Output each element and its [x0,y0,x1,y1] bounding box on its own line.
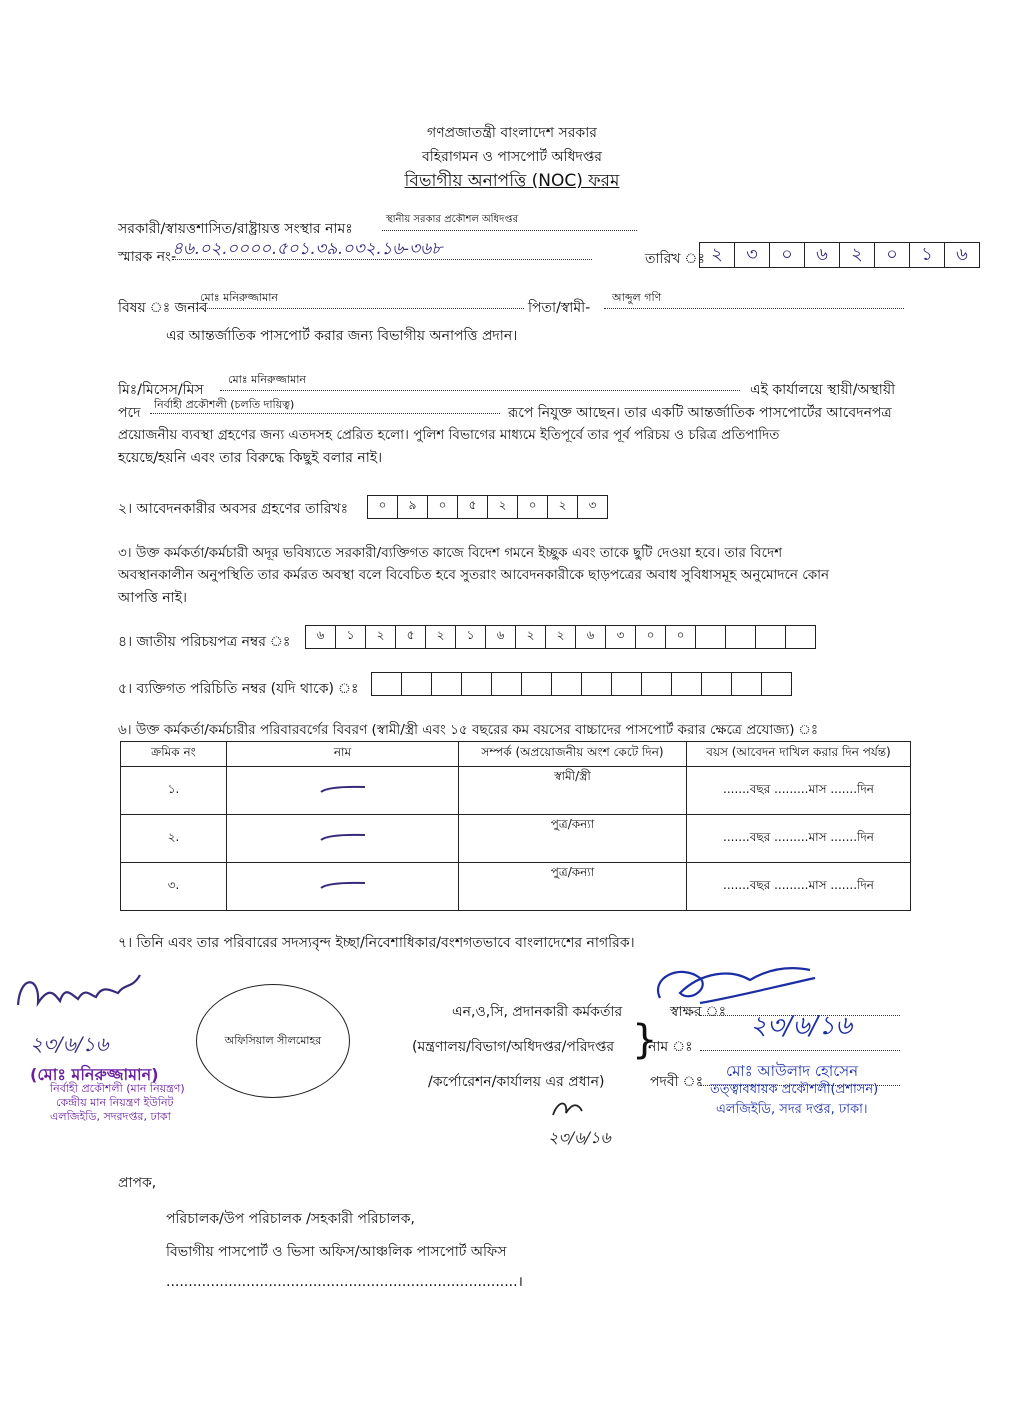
left-signature [10,965,160,1025]
body-name: মোঃ মনিরুজ্জামান [228,373,306,386]
digit-box: ২ [365,625,396,649]
digit-box [641,672,672,696]
digit-box: ৬ [575,625,606,649]
digit-box: ২ [547,495,578,519]
recipient-line3: ...............................................................................। [166,1274,523,1290]
digit-box: ৬ [485,625,516,649]
digit-box [611,672,642,696]
row-name [227,863,459,911]
digit-box: ৯ [397,495,428,519]
pid-label: ৫। ব্যক্তিগত পরিচিতি নম্বর (যদি থাকে) ঃ [118,681,359,697]
col-relation: সম্পর্ক (অপ্রয়োজনীয় অংশ কেটে দিন) [459,742,687,767]
digit-box [401,672,432,696]
left-stamp-name: (মোঃ মনিরুজ্জামান) [30,1065,159,1084]
header-dept: বহিরাগমন ও পাসপোর্ট অধিদপ্তর [421,149,603,165]
row-age: .......বছর .........মাস .......দিন [687,815,911,863]
body-line4: হয়েছে/হয়নি এবং তার বিরুদ্ধে কিছুই বলার নাই। [118,450,383,466]
header-govt: গণপ্রজাতন্ত্রী বাংলাদেশ সরকার [427,125,597,141]
digit-box [491,672,522,696]
digit-box [431,672,462,696]
mid-initials [548,1095,588,1125]
col-name: নাম [227,742,459,767]
dash-mark [313,782,373,796]
digit-box: ৩ [577,495,608,519]
father-line [604,308,904,309]
nid-label: ৪। জাতীয় পরিচয়পত্র নম্বর ঃ [118,634,291,650]
issuer-line1: এন,ও,সি, প্রদানকারী কর্মকর্তার [452,1004,623,1020]
digit-box [761,672,792,696]
digit-box: ০ [427,495,458,519]
retire-boxes [368,495,608,519]
digit-box: ২ [487,495,518,519]
body-office: এই কার্যালয়ে স্থায়ী/অস্থায়ী [750,382,896,398]
table-row [121,815,911,863]
sign-label: স্বাক্ষর ঃ [670,1004,727,1020]
date-boxes [700,242,980,268]
right-stamp-post: তত্ত্বাবধায়ক প্রকৌশলী(প্রশাসন) [710,1082,879,1097]
digit-box: ৬ [804,242,840,268]
family-header-row [121,742,911,767]
subject-line2: এর আন্তর্জাতিক পাসপোর্ট করার জন্য বিভাগীয় অনাপত্তি প্রদান। [166,328,518,344]
subject-label: বিষয় ঃ জনাব [118,300,208,316]
digit-box: ৩ [605,625,636,649]
family-table [120,741,911,911]
row-age: .......বছর .........মাস .......দিন [687,767,911,815]
digit-box: ১ [455,625,486,649]
digit-box: ৫ [395,625,426,649]
dash-mark [313,830,373,844]
left-stamp-office: এলজিইডি, সদরদপ্তর, ঢাকা [50,1110,171,1123]
digit-box: ২ [839,242,875,268]
recipient-line1: পরিচালক/উপ পরিচালক /সহকারী পরিচালক, [166,1211,415,1227]
father-name: আব্দুল গণি [612,291,662,304]
digit-box [731,672,762,696]
digit-box: ০ [517,495,548,519]
digit-box [521,672,552,696]
para3-line2: অবস্থানকালীন অনুপস্থিতি তার কর্মরত অবস্থা বলে বিবেচিত হবে সুতরাং আবেদনকারীকে ছাড়পত্রের অবাধ সুবিধাসমূহ অনুমোদনে কোন [118,567,830,583]
para3-line1: ৩। উক্ত কর্মকর্তা/কর্মচারী অদূর ভবিষ্যতে সরকারী/ব্যক্তিগত কাজে বিদেশ গমনে ইচ্ছুক এবং তাকে ছুটি দেওয়া হবে। তার বিদেশ [118,545,783,561]
recipient-line2: বিভাগীয় পাসপোর্ট ও ভিসা অফিস/আঞ্চলিক পাসপোর্ট অফিস [166,1244,507,1260]
row-age: .......বছর .........মাস .......দিন [687,863,911,911]
row-name [227,767,459,815]
table-row [121,767,911,815]
row-relation: পুত্র/কন্যা [459,863,687,911]
father-label: পিতা/স্বামী- [528,300,591,316]
citizen-line: ৭। তিনি এবং তার পরিবারের সদস্যবৃন্দ ইচ্ছা/নিবেশাধিকার/বংশগতভাবে বাংলাদেশের নাগরিক। [118,935,635,951]
digit-box: ০ [665,625,696,649]
pid-boxes [372,672,792,696]
digit-box: ৬ [305,625,336,649]
table-row [121,863,911,911]
row-serial: ২. [121,815,227,863]
nid-boxes [306,625,816,649]
body-line3: প্রয়োজনীয় ব্যবস্থা গ্রহণের জন্য এতদসহ প্রেরিত হলো। পুলিশ বিভাগের মাধ্যমে ইতিপূর্বে তার পূর্ব পরিচয় ও চরিত্র প্রতিপাদিত [118,427,780,443]
form-title: বিভাগীয় অনাপত্তি (NOC) ফরম [404,171,620,191]
row-relation: পুত্র/কন্যা [459,815,687,863]
body-name-label: মিঃ/মিসেস/মিস [118,382,204,398]
org-line [382,230,637,231]
body-post-label: পদে [118,405,141,421]
digit-box: ০ [769,242,805,268]
name-label: নাম ঃ [648,1039,693,1055]
right-stamp-office: এলজিইডি, সদর দপ্তর, ঢাকা। [716,1102,868,1117]
body-name-line [220,390,740,391]
official-seal [196,984,350,1098]
memo-line [172,259,592,260]
recipient-label: প্রাপক, [118,1175,157,1191]
family-label: ৬। উক্ত কর্মকর্তা/কর্মচারীর পরিবারবর্গের বিবরণ (স্বামী/স্ত্রী এবং ১৫ বছরের কম বয়সের বাচ্চাদের পাসপোর্ট করার ক্ষেত্রে প্রযোজ্য) ঃ [118,722,819,738]
org-label: সরকারী/স্বায়ত্তশাসিত/রাষ্ট্রায়ত্ত সংস্থার নামঃ [118,221,353,237]
digit-box: ০ [367,495,398,519]
mid-date: ২৩/৬/১৬ [548,1128,611,1147]
body-post: নির্বাহী প্রকৌশলী (চলতি দায়িত্ব) [154,398,295,411]
digit-box: ২ [699,242,735,268]
subject-line [196,308,524,309]
digit-box: ১ [909,242,945,268]
date-label: তারিখ ঃ [645,251,705,267]
para3-line3: আপত্তি নাই। [118,590,188,606]
org-value: স্থানীয় সরকার প্রকৌশল অধিদপ্তর [386,214,519,225]
name-line [700,1050,900,1051]
digit-box: ২ [425,625,456,649]
issuer-line3: /কর্পোরেশন/কার্যালয় এর প্রধান) [428,1074,605,1090]
digit-box [371,672,402,696]
digit-box: ২ [545,625,576,649]
digit-box [701,672,732,696]
left-stamp-post: নির্বাহী প্রকৌশলী (মান নিয়ন্ত্রণ) [50,1082,185,1095]
row-name [227,815,459,863]
memo-value: ৪৬.০২.০০০০.৫০১.৩৯.০৩২.১৬-৩৬৮ [172,239,443,259]
seal-label: অফিসিয়াল সীলমোহর [224,1033,322,1047]
digit-box: ৩ [734,242,770,268]
dash-mark [313,878,373,892]
post-label: পদবী ঃ [650,1074,704,1090]
digit-box: ২ [515,625,546,649]
row-serial: ১. [121,767,227,815]
digit-box: ৫ [457,495,488,519]
body-post-line [150,413,500,414]
digit-box [551,672,582,696]
digit-box: ৬ [944,242,980,268]
row-relation: স্বামী/স্ত্রী [459,767,687,815]
right-stamp-name: মোঃ আউলাদ হোসেন [726,1062,859,1080]
issuer-brace: } [632,1017,658,1063]
issuer-line2: (মন্ত্রণালয়/বিভাগ/অধিদপ্তর/পরিদপ্তর [412,1039,615,1055]
digit-box: ১ [335,625,366,649]
retire-label: ২। আবেদনকারীর অবসর গ্রহণের তারিখঃ [118,501,349,517]
digit-box [461,672,492,696]
right-sign-date: ২৩/৬/১৬ [750,1011,853,1041]
digit-box [725,625,756,649]
body-post-tail: রূপে নিযুক্ত আছেন। তার একটি আন্তর্জাতিক পাসপোর্টের আবেদনপত্র [508,405,892,421]
col-serial: ক্রমিক নং [121,742,227,767]
left-sign-date: ২৩/৬/১৬ [30,1032,109,1056]
digit-box [785,625,816,649]
digit-box: ০ [874,242,910,268]
left-stamp-unit: কেন্দ্রীয় মান নিয়ন্ত্রণ ইউনিট [56,1096,174,1109]
digit-box: ০ [635,625,666,649]
row-serial: ৩. [121,863,227,911]
memo-label: স্মারক নং- [118,249,177,265]
digit-box [671,672,702,696]
digit-box [695,625,726,649]
col-age: বয়স (আবেদন দাখিল করার দিন পর্যন্ত) [687,742,911,767]
digit-box [581,672,612,696]
subject-name: মোঃ মনিরুজ্জামান [200,291,278,304]
digit-box [755,625,786,649]
